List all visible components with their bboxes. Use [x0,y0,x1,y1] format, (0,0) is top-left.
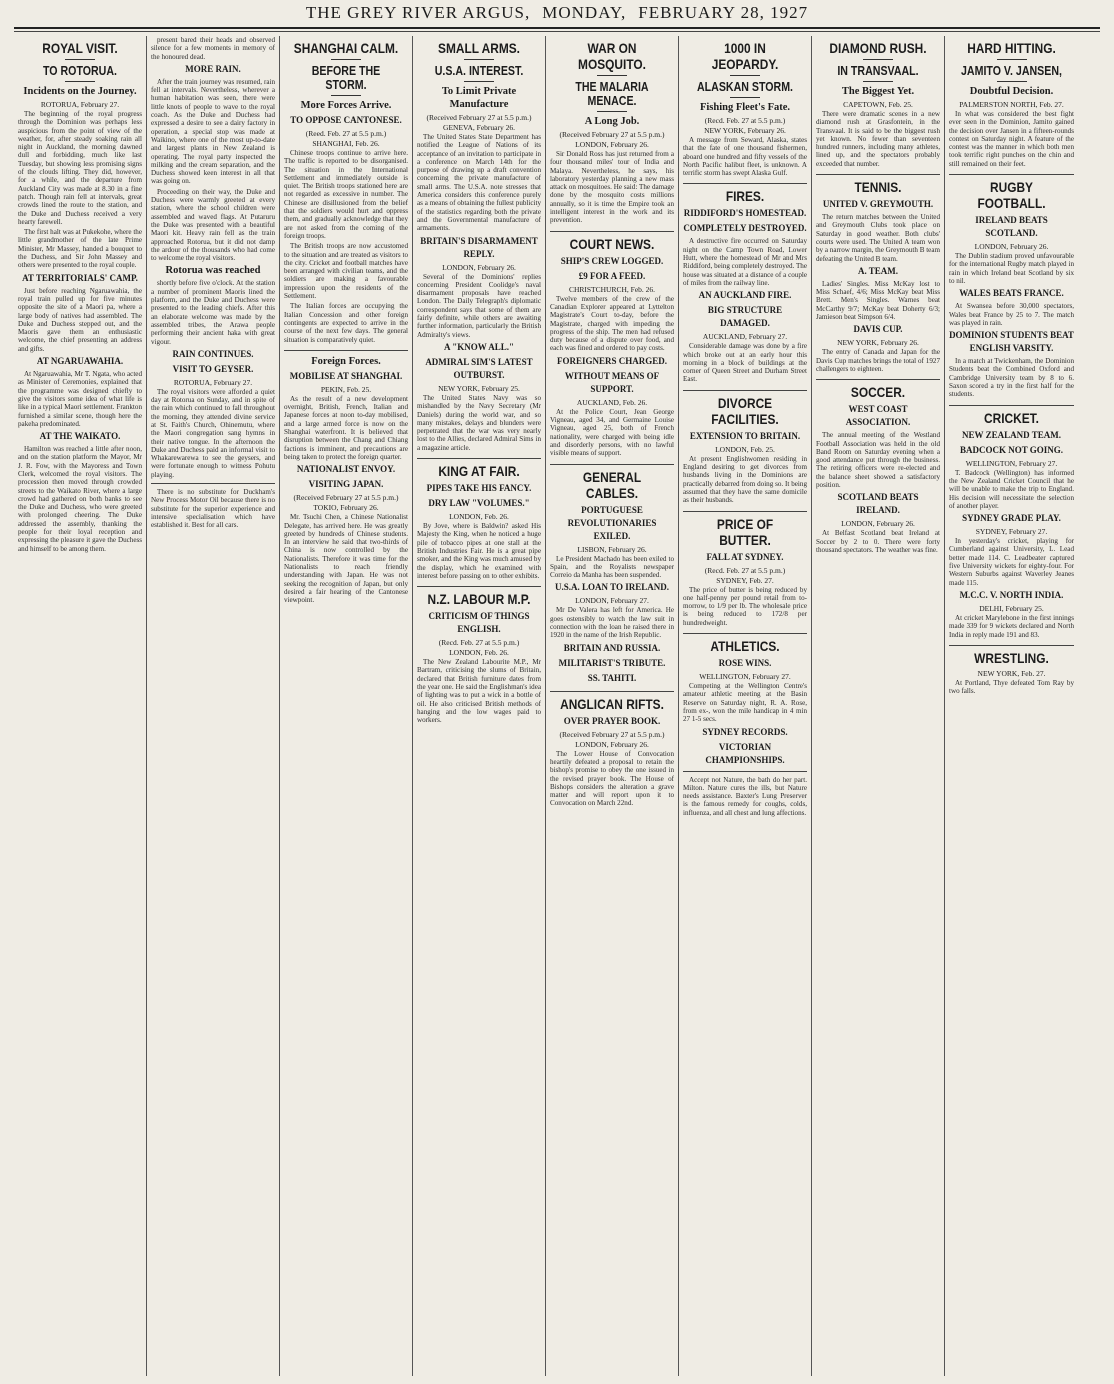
subheadline: IRELAND BEATS SCOTLAND. [975,215,1048,239]
divider [597,111,627,112]
divider [65,59,95,60]
dateline: PEKIN, Feb. 25. [320,384,372,394]
article-body: T. Badcock (Wellington) has informed the New Zealand Cricket Council that he will be unable to make the trip to England. His decision will necessitate the selection of another player. [949,468,1074,510]
received-line: (Received February 27 at 5.5 p.m.) [559,130,665,139]
subheadline: WITHOUT MEANS OF SUPPORT. [564,370,660,394]
subheadline: UNITED V. GREYMOUTH. [822,199,934,210]
dateline: SHANGHAI, Feb. 26. [312,139,380,148]
subheadline: A. TEAM. [857,265,899,276]
article-body: Mr. Tsuchi Chen, a Chinese Nationalist Delegate, has arrived here. He was greatly greeted by hundreds of Chinese students. In an interview he said that two-thirds of China is now controlled by the Nationalists. Therefore it was time for the Nationalists to reach friendly understanding with Japan. He was not seeking the recognition of Japan, but only desired a fair hearing of the Cantonese viewpoint. [284,513,408,605]
article-war-on-mosquito [550,40,674,225]
headline: THE MALARIA MENACE. [575,80,649,108]
received-line: (Recd. Feb. 27 at 5.5 p.m.) [438,638,520,648]
article-body: At Portland, Thye defeated Tom Ray by two falls. [949,678,1074,696]
article-body: Twelve members of the crew of the Canadian Explorer appeared at Lyttelton Magistrate's Court to-day, before the Magistrate, charged with impeding the progress of the ship. The men had refused duty because of a dispute over food, and each was fined and ordered to pay costs. [550,294,674,353]
subheadline: MORE RAIN. [185,63,241,74]
dateline: LONDON, February 27. [575,596,649,606]
dateline: AUCKLAND, Feb. 26. [576,397,648,407]
divider [331,59,361,60]
divider [997,81,1027,82]
dateline: LONDON, February 26. [974,242,1049,252]
article-body: At Swansea before 30,000 spectators, Wales beat France by 25 to 7. The match was played in rain. [949,302,1074,327]
article-body: The United States State Department has notified the League of Nations of its acceptance of an invitation to participate in a conference on March 14th for the purpose of drawing up a draft convention concerning the private manufacture of small arms. The U.S.A. note stresses that America considers this conference purely as a means of obtaining the fullest publicity of the statistics regarding both the private and the Governmental manufacture of armaments. [417,133,541,233]
dateline: CAPETOWN, Feb. 25. [843,100,913,109]
headline: 1000 IN JEOPARDY. [711,40,779,72]
dateline: NEW YORK, February 26. [837,338,919,348]
subheadline: Foreign Forces. [311,355,381,367]
subheadline: COMPLETELY DESTROYED. [683,223,807,234]
subheadline: NEW ZEALAND TEAM. [962,429,1061,440]
subheadline: FALL AT SYDNEY. [706,551,784,562]
received-line: (Received February 27 at 5.5 p.m.) [293,493,399,503]
subheadline: DOMINION STUDENTS BEAT ENGLISH VARSITY. [949,330,1074,354]
headline: RUGBY FOOTBALL. [977,179,1046,212]
article-body: The Italian forces are occupying the Italian Concession and other foreign contingents are expected to arrive in the course of the next few days. The general situation is comparatively quiet. [284,302,408,344]
divider [949,645,1074,646]
article-body: At Belfast Scotland beat Ireland at Soccer by 2 to 0. There were forty thousand spectators. The weather was fine. [816,529,940,554]
divider [949,405,1074,406]
dateline: LONDON, Feb. 25. [715,444,775,454]
subheadline: PIPES TAKE HIS FANCY. [426,483,532,494]
headline: SOCCER. [850,384,906,401]
article-body: The New Zealand Labourite M.P., Mr Bartram, criticising the slums of Britain, declared that British furniture dates from the year one. He said the Englishman's idea of lighting was to put a wick in a bottle of oil. He also criticised British methods of hanging and the low wages paid to workers. [417,658,541,725]
subheadline: BIG STRUCTURE DAMAGED. [707,305,783,329]
masthead-paper: THE GREY RIVER ARGUS, [305,3,531,22]
article-body: Considerable damage was done by a fire which broke out at an early hour this morning in a block of buildings at the corner of Queen Street and Durham Street East. [683,342,807,384]
article-body: Le President Machado has been exiled to Spain, and the Royalists newspaper Correio da Manha has been suspended. [550,554,674,580]
article-wrestling [949,650,1074,696]
article-nz-labour [417,591,541,724]
article-body: By Jove, where is Baldwin? asked His Majesty the King, when he noticed a huge pile of tobacco pipes at one stall at the British Industries Fair. He is a great pipe smoker, and the King was much amused by the display, which he examined with interest before passing on to other exhibits. [417,522,541,580]
headline: ROYAL VISIT. [42,40,118,56]
article-body: Just before reaching Ngaruawahia, the royal train pulled up for five minutes opposite the site of a Maori pa, where a large body of natives had assembled. The Duke and Duchess stepped out, and the Maoris gave them an enthusiastic welcome, the chief presenting an address and gifts. [18,286,142,353]
article-body: At cricket Marylebone in the first innings made 339 for 9 wickets declared and North India in reply made 191 and 83. [949,613,1074,639]
dateline: DELHI, February 25. [979,603,1044,613]
article-anglican-rifts [550,696,674,808]
headline: TENNIS. [854,179,902,196]
article-hard-hitting [949,40,1074,168]
headline: KING AT FAIR. [438,463,520,480]
subheadline: DAVIS CUP. [853,324,903,335]
dateline: LONDON, Feb. 26. [449,512,509,522]
article-soccer [816,384,940,554]
headline: U.S.A. INTEREST. [434,64,524,78]
subheadline: Fishing Fleet's Fate. [699,102,791,113]
subheadline: M.C.C. V. NORTH INDIA. [959,589,1064,600]
article-body: Ladies' Singles. Miss McKay lost to Miss Schaef, 4/6; Miss McKay beat Miss Brett. Men's Singles. Warnes beat McCarthy 9/7; McKay beat Doherty 6/3; Jamieson beat Simpson 6/4. [816,279,940,322]
masthead-date: FEBRUARY 28, 1927 [638,3,809,22]
masthead-day: MONDAY, [542,3,627,22]
article-diamond-rush [816,40,940,168]
subheadline: SHIP'S CREW LOGGED. [560,255,664,266]
headline: DIVORCE FACILITIES. [711,394,779,427]
subheadline: VISIT TO GEYSER. [172,363,254,374]
subheadline: MOBILISE AT SHANGHAI. [289,370,403,381]
dateline: LONDON, February 26. [442,262,516,272]
subheadline: NATIONALIST ENVOY. [296,464,396,475]
headline: SMALL ARMS. [438,40,520,56]
headline: WAR ON MOSQUITO. [578,40,646,72]
article-body: At Ngaruawahia, Mr T. Ngata, who acted as Minister of Ceremonies, explained that the programme was designed chiefly to give the visitors some idea of what life is like in a typical Maori settlement. Frankton furnished a similar scene, though here the pakeha predominated. [18,370,142,428]
divider [816,379,940,380]
article-body: In what was considered the best fight ever seen in the Dominion, Jamito gained the decision over Jansen in a fifteen-rounds contest on Saturday night. A feature of the contest was the manner in which both men took terrific right punches on the chin and still remained on their feet. [949,110,1074,168]
article-body: shortly before five o'clock. At the station a number of prominent Maoris lined the platform, and the Duke and Duchess were presented to the leading chiefs. After this an elaborate welcome was made by the assembled tribes, the Arawa people performing their ancient haka with great vigour. [151,279,275,346]
headline: JAMITO V. JANSEN, [961,64,1062,78]
subheadline: To Limit Private Manufacture [441,86,517,110]
article-body: A destructive fire occurred on Saturday night on the Camp Town Road, Lower Hutt, where the homestead of Mr and Mrs Riddiford, being completely destroyed. The house was situated at a distance of a couple of miles from the railway line. [683,237,807,287]
subheadline: VICTORIAN CHAMPIONSHIPS. [705,741,785,765]
subheadline: EXTENSION TO BRITAIN. [689,430,801,441]
dateline: AUCKLAND, February 27. [702,332,788,342]
subheadline: RIDDIFORD'S HOMESTEAD. [683,208,807,219]
article-body: In yesterday's cricket, playing for Cumberland against University, L. Lead better made 114. C. Leadbeater captured five University wickets for eighty-four. For Western Suburbs against Waverley Jeanes made 115. [949,537,1074,587]
article-body: The royal visitors were afforded a quiet day at Rotorua on Sunday, and in spite of the rain which continued to fall throughout the morning, they attended divine service at St. Faith's Church, Ohinemutu, where the Maori congregation sang hymns in their native tongue. In the afternoon the Duke and Duchess paid an informal visit to Whakarewarewa to see the geysers, and were fortunate enough to witness Pohutu playing. [151,387,275,479]
received-line: (Recd. Feb. 27 at 5.5 p.m.) [704,116,786,125]
received-line: (Received February 27 at 5.5 p.m.) [559,729,665,739]
divider [65,81,95,82]
column-4 [413,36,546,1376]
divider [683,183,807,184]
divider [683,511,807,512]
article-body: In a match at Twickenham, the Dominion Students beat the Combined Oxford and Cambridge University team by 8 to 6. Saxon scored a try in the first half for the students. [949,357,1074,399]
subheadline: AT NGARUAWAHIA. [36,356,124,367]
subheadline: SS. TAHITI. [587,672,637,683]
divider [151,483,275,484]
article-body: The annual meeting of the Westland Football Association was held in the old Band Room on Saturday evening when a good attendance put through the business. The retiring officers were re-elected and the balance sheet showed a satisfactory position. [816,431,940,490]
divider [550,464,674,465]
subheadline: PORTUGUESE REVOLUTIONARIES EXILED. [567,504,657,541]
received-line: (Recd. Feb. 27 at 5.5 p.m.) [704,565,786,575]
divider [730,75,760,76]
divider [464,59,494,60]
subheadline: Incidents on the Journey. [23,86,137,97]
article-divorce [683,395,807,505]
headline: CRICKET. [984,409,1039,426]
dateline: PALMERSTON NORTH, Feb. 27. [959,100,1064,109]
subheadline: SCOTLAND BEATS IRELAND. [837,492,919,516]
headline: COURT NEWS. [569,235,655,252]
column-5 [546,36,679,1376]
divider [683,633,807,634]
article-body: At present Englishwomen residing in England desiring to get divorces from husbands living in the Dominions are practically debarred from doing so. It being assumed that they have the same domicile as their husbands. [683,454,807,505]
subheadline: FOREIGNERS CHARGED. [556,355,667,366]
article-body: The Dublin stadium proved unfavourable for the international Rugby match played in rain in which Ireland beat Scotland by six to nil. [949,252,1074,285]
masthead-rule [14,27,1100,29]
article-shanghai-calm [284,40,408,344]
subheadline: AT THE WAIKATO. [39,431,121,442]
article-rugby [949,179,1074,399]
subheadline: ADMIRAL SIM'S LATEST OUTBURST. [425,356,533,380]
subheadline: BRITAIN AND RUSSIA. [563,642,661,653]
article-body: Sir Donald Ross has just returned from a four thousand miles' tour of India and Malaya. Nevertheless, he says, his laboratory yesterday planning a new mass attack on mosquitoes. He said: The damage done by the mosquito costs millions annually, so it is time the Empire took an intelligent interest in the work and its prevention. [550,150,674,225]
article-court-news [550,236,674,458]
headline: SHANGHAI CALM. [293,40,399,56]
headline: DIAMOND RUSH. [829,40,927,56]
article-body: There were dramatic scenes in a new diamond rush at Grasfontein, in the Transvaal. It is said to be the biggest rush yet known. No fewer than seventeen hundred runners, including many athletes, lined up, and the spectators probably exceeded that number. [816,110,940,168]
advertisement-text: Accept not Nature, the bath do her part. Milton. Nature cures the ills, but Nature needs assistance. Baxter's Lung Preserver is the famous remedy for coughs, colds, influenza, and all chest and lung affections. [683,775,807,817]
divider [331,95,361,96]
article-body: Several of the Dominions' replies concerning President Coolidge's naval disarmament proposals have reached London. The Daily Telegraph's diplomatic correspondent says that some of them are fairly definite, while others are awaiting further information, particularly the British Admiralty's views. [417,272,541,339]
subheadline: £9 FOR A FEED. [578,270,646,281]
article-cricket [949,410,1074,639]
dateline: CHRISTCHURCH, Feb. 26. [568,284,656,294]
article-royal-visit-cont [151,36,275,530]
dateline: SYDNEY, February 27. [975,527,1048,537]
article-body: At the Police Court, Jean George Vigneau, aged 34, and Germaine Louise Vigneau, aged 25, both of French nationality, were charged with being idle and disorderly persons, with no lawful visible means of support. [550,407,674,458]
article-general-cables [550,469,674,685]
subheadline: BRITAIN'S DISARMAMENT REPLY. [420,235,538,259]
dateline: NEW YORK, February 25. [438,383,520,393]
column-2 [147,36,280,1376]
subheadline: WEST COAST ASSOCIATION. [845,404,911,428]
divider [863,81,893,82]
headline: PRICE OF BUTTER. [716,515,774,548]
dateline: ROTORUA, February 27. [173,377,253,387]
subheadline: SYDNEY GRADE PLAY. [962,513,1061,524]
subheadline: More Forces Arrive. [300,100,392,111]
headline: ANGLICAN RIFTS. [560,695,664,712]
dateline: WELLINGTON, February 27. [699,672,791,682]
divider [816,174,940,175]
advertisement-text: There is no substitute for Duckham's New Process Motor Oil because there is no substitute for the superior experience and intensive specialisation which have established it. Best for all cars. [151,488,275,530]
column-1 [14,36,147,1376]
dateline: LONDON, February 26. [575,140,649,149]
headline: HARD HITTING. [967,40,1056,56]
divider [550,231,674,232]
article-body: The United States Navy was so mishandled by the Navy Secretary (Mr Daniels) during the world war, and so many mistakes, delays and blunders were perpetrated that the war was very nearly lost to the Allies, declared Admiral Sims in a magazine article. [417,393,541,452]
dateline: GENEVA, February 26. [443,123,515,132]
divider [683,771,807,772]
article-royal-visit [18,40,142,553]
subheadline: The Biggest Yet. [841,86,915,97]
article-body: Proceeding on their way, the Duke and Duchess were warmly greeted at every station, where the school children were assembled and waved flags. At Putaruru the Duke was presented with a beautiful Maori kit. Heavy rain fell as the train approached Rotorua, but it did not damp the ardour of the thousands who had come to welcome the royal visitors. [151,187,275,263]
article-body: The entry of Canada and Japan for the Davis Cup matches brings the total of 1927 challengers to eighteen. [816,348,940,373]
dateline: LONDON, February 26. [841,519,915,529]
divider [284,350,408,351]
article-butter [683,516,807,627]
dateline: TOKIO, February 26. [313,503,379,513]
article-small-arms [417,40,541,452]
article-body: The beginning of the royal progress through the Dominion was perhaps less auspicious from the point of view of the weather, for, after steady soaking rain all night in Auckland, the morning dawned dull and forbidding, much like last Tuesday, but showing less promising signs of the clouds lifting. They did, however, for a while, and the departure from Auckland City was made at 8.30 in a fine patch. Though rain fell at intervals, great crowds lined the route to the station, and the Duke and Duchess received a very hearty farewell. [18,110,142,226]
article-body: The return matches between the United and Greymouth Clubs took place on Saturday in good weather. Both clubs' courts were used. The United A team won by a narrow margin, the Greymouth B team defeating the United B team. [816,213,940,263]
article-body: The British troops are now accustomed to the situation and are treated as visitors to the city. Cricket and football matches have been arranged with civilian teams, and the soldiers are making a favourable impression upon the residents of the Settlement. [284,242,408,301]
dateline: ROTORUA, February 27. [40,100,120,109]
article-fires [683,188,807,383]
article-foreign-forces [284,355,408,605]
article-body: As the result of a new development overnight, British, French, Italian and Japanese forces at noon to-day mobilised, and a large armed force is now on the Shanghai waterfront. It is believed that disruption between the Chang and Chiang factions is imminent, and precautions are being taken to protect the foreign quarter. [284,394,408,461]
article-body: A message from Seward, Alaska, states that the fate of one thousand fishermen, aboard one hundred and fifty vessels of the North Pacific halibut fleet, is unknown. A terrific storm has swept Alaska Gulf. [683,136,807,178]
subheadline: CRITICISM OF THINGS ENGLISH. [428,611,530,635]
subheadline: DRY LAW "VOLUMES." [428,498,530,509]
headline: TO ROTORUA. [42,64,117,78]
subheadline: SYDNEY RECORDS. [702,726,788,737]
headline: WRESTLING. [974,649,1049,666]
dateline: SYDNEY, Feb. 27. [716,575,774,585]
dateline: NEW YORK, February 26. [704,126,786,135]
article-body: Competing at the Wellington Centre's amateur athletic meeting at the Basin Reserve on Saturday night, R. A. Rose, from ex-, won the mile handicap in 4 min 27 1-5 secs. [683,682,807,724]
subheadline: TO OPPOSE CANTONESE. [290,115,402,125]
article-body: present bared their heads and observed silence for a few moments in memory of the honoured dead. [151,36,275,61]
dateline: LONDON, February 26. [575,739,649,749]
received-line: (Reed. Feb. 27 at 5.5 p.m.) [305,129,387,138]
dateline: LONDON, Feb. 26. [449,648,509,658]
column-6 [679,36,812,1376]
subheadline: U.S.A. LOAN TO IRELAND. [555,582,669,593]
masthead-rule-thin [14,31,1100,32]
dateline: NEW YORK, Feb. 27. [977,668,1046,678]
dateline: WELLINGTON, February 27. [965,458,1058,468]
article-athletics [683,638,807,817]
divider [417,458,541,459]
headline: BEFORE THE STORM. [311,64,381,92]
headline: GENERAL CABLES. [582,468,642,501]
column-3 [280,36,413,1376]
headline: N.Z. LABOUR M.P. [427,591,531,608]
divider [417,586,541,587]
headline: IN TRANSVAAL. [837,64,919,78]
subheadline: VISITING JAPAN. [308,479,384,490]
subheadline: WALES BEATS FRANCE. [959,288,1064,299]
column-7 [812,36,945,1376]
subheadline: Doubtful Decision. [969,86,1054,97]
article-body: Mr De Valera has left for America. He goes ostensibly to watch the law suit in connection with the loan he raised there in 1920 in the name of the Irish Republic. [550,606,674,640]
divider [863,59,893,60]
headline: ATHLETICS. [710,638,780,655]
column-8 [945,36,1078,1376]
newspaper-page [14,36,1100,1376]
divider [597,75,627,76]
headline: FIRES. [725,188,765,205]
received-line: (Received February 27 at 5.5 p.m.) [426,113,532,122]
divider [683,390,807,391]
divider [464,81,494,82]
subheadline: AN AUCKLAND FIRE. [698,290,792,301]
dateline: LISBON, February 26. [577,544,647,554]
article-body: The Lower House of Convocation heartily defeated a proposal to retain the bishop's promise to obey the one issued in the revised prayer book. The House of Bishops considers the alteration a grave matter and will report upon it to Convocation on March 22nd. [550,749,674,808]
article-body: Chinese troops continue to arrive here. The traffic is reported to be disorganised. The situation in the International Settlement and immediately outside is quiet. The British troops stationed here are not regarded as excessive in number. The Chinese are disillusioned from the belief that the soldiers would hurt and oppress them, and gradually acknowledge that they are not asked from the coming of the foreign troops. [284,149,408,240]
headline: ALASKAN STORM. [696,80,794,94]
article-body: Hamilton was reached a little after noon, and on the station platform the Mayor, Mr J. R. Fow, with the Mayoress and Town Clerk, welcomed the royal visitors. The procession then moved through crowded streets to the Waikato River, where a large crowd had gathered on both banks to see the Duke and Duchess, who were greeted with prolonged cheering. The Duke addressed the assembly, thanking the people for their loyal reception and expressing the pleasure it gave the Duchess and himself to be among them. [18,445,142,553]
subheadline: A "KNOW ALL." [443,341,515,352]
divider [550,691,674,692]
subheadline: AT TERRITORIALS' CAMP. [22,272,138,283]
subheadline: MILITARIST'S TRIBUTE. [558,657,666,668]
article-tennis [816,179,940,373]
article-body: The first halt was at Pukekohe, where the little grandmother of the late Prime Minister, Mr Massey, handed a bouquet to the Duchess, and Sir John Massey and others were presented to the royal couple. [18,228,142,270]
article-king-at-fair [417,463,541,580]
divider [949,174,1074,175]
subheadline: ROSE WINS. [718,658,772,669]
article-1000-in-jeopardy [683,40,807,177]
subheadline: A Long Job. [584,116,640,127]
subheadline: Rotorua was reached [165,265,261,277]
subheadline: RAIN CONTINUES. [172,348,254,359]
article-body: The price of butter is being reduced by one half-penny per pound retail from to-morrow, to 1/9 per lb. The wholesale price is being reduced to 172/8 per hundredweight. [683,585,807,627]
masthead [0,0,1114,26]
article-body: After the train journey was resumed, rain fell at intervals. Nevertheless, wherever a human habitation was seen, there were little knots of people to wave to the royal coach. As the Duke and Duchess had expressed a desire to see a dairy factory in operation, a special stop was made at Waikino, where one of the most up-to-date and largest plants in New Zealand is operating. The royal party inspected the milking and the cream separation, and the Duchess showed keen interest in all that was going on. [151,77,275,186]
subheadline: BADCOCK NOT GOING. [959,444,1064,455]
divider [997,59,1027,60]
divider [730,97,760,98]
subheadline: OVER PRAYER BOOK. [563,715,661,726]
